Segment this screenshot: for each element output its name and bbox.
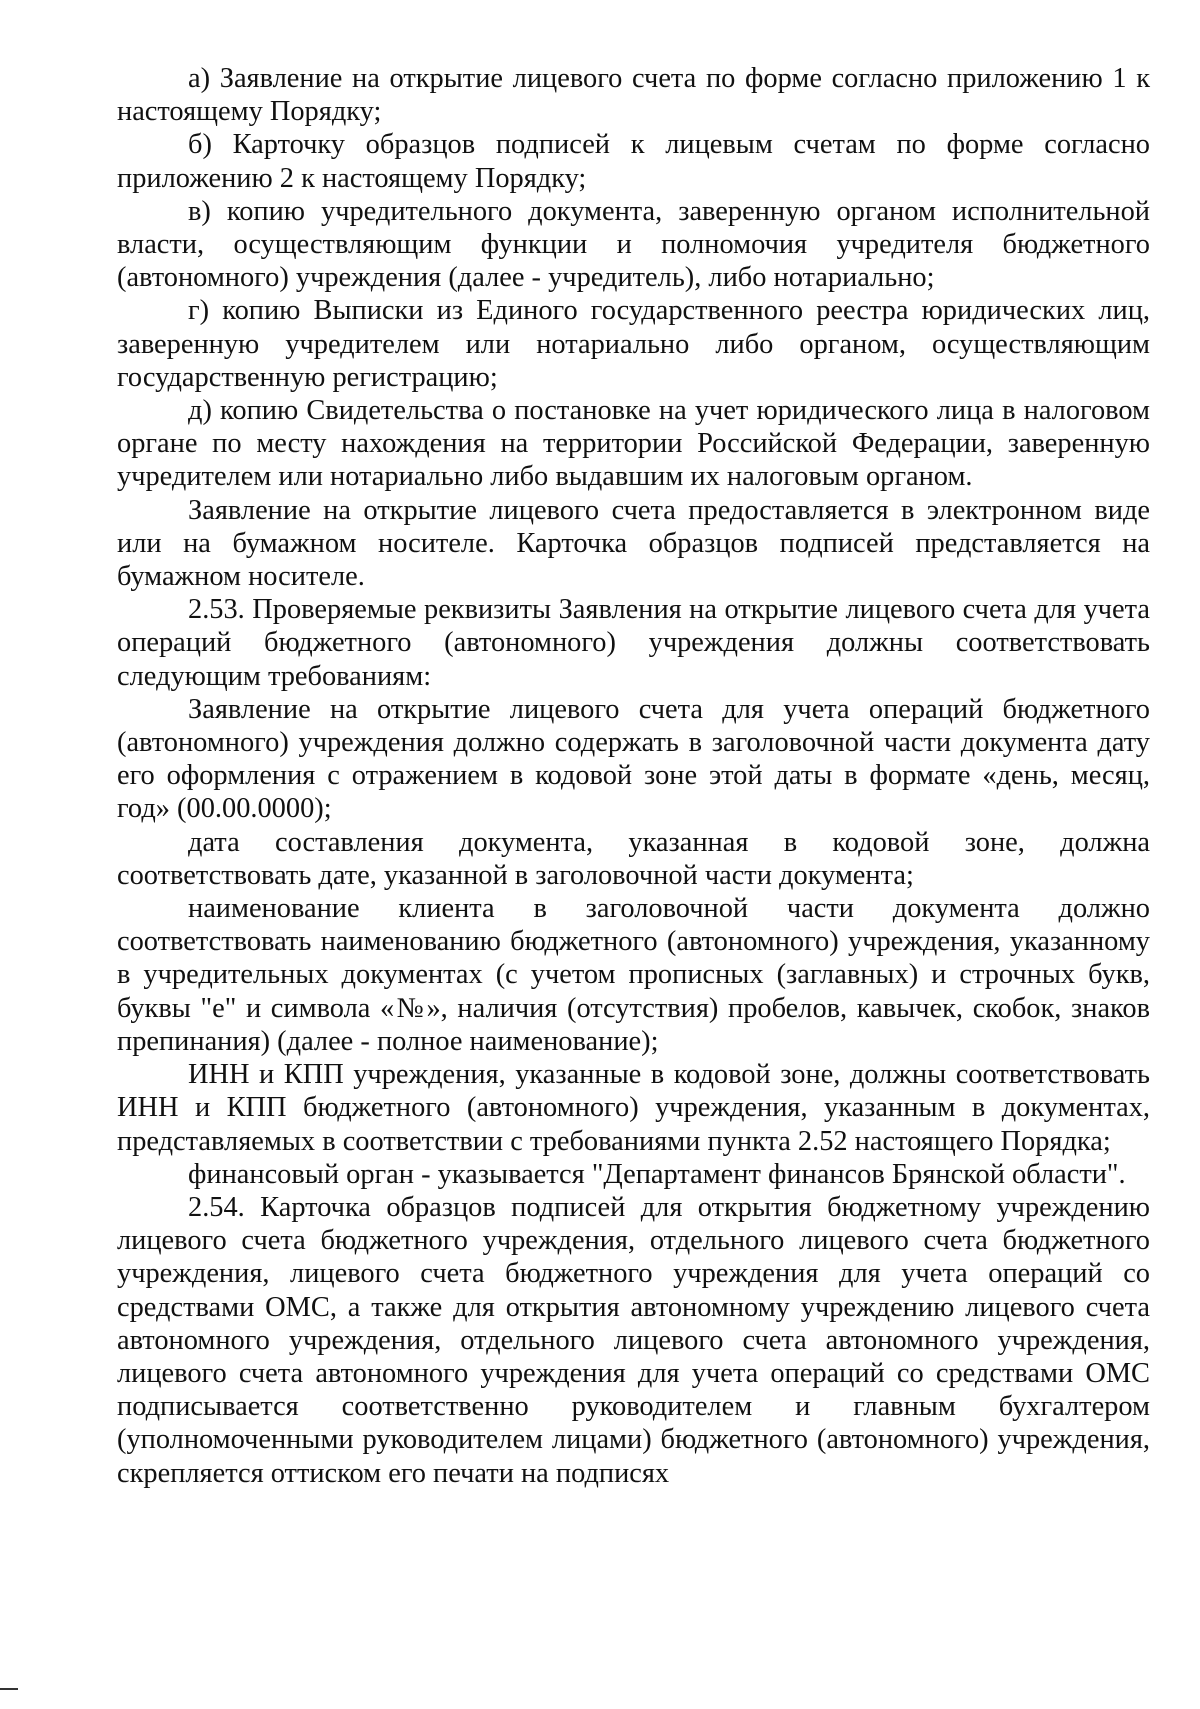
paragraph-inn-kpp: ИНН и КПП учреждения, указанные в кодовой зоне, должны соответствовать ИНН и КПП бюджетного (автономного) учреждения, указанным в документах, представляемых в соответствии с требованиями пункта 2.52 настоящего Порядка; — [117, 1059, 1150, 1157]
paragraph-item-g: г) копию Выписки из Единого государственного реестра юридических лиц, заверенную учредителем или нотариально либо органом, осуществляющим государственную регистрацию; — [117, 295, 1150, 393]
document-page — [117, 62, 1150, 1490]
paragraph-item-a: а) Заявление на открытие лицевого счета по форме согласно приложению 1 к настоящему Порядку; — [117, 63, 1150, 128]
paragraph-item-b: б) Карточку образцов подписей к лицевым счетам по форме согласно приложению 2 к настоящему Порядку; — [117, 129, 1150, 194]
paragraph-2-54: 2.54. Карточка образцов подписей для открытия бюджетному учреждению лицевого счета бюджетного учреждения, отдельного лицевого счета бюджетного учреждения, лицевого счета бюджетного учреждения для учета операций со средствами ОМС, а также для открытия автономному учреждению лицевого счета автономного учреждения, отдельного лицевого счета автономного учреждения, лицевого счета автономного учреждения для учета операций со средствами ОМС подписывается соответственно руководителем и главным бухгалтером (уполномоченными руководителем лицами) бюджетного (автономного) учреждения, скрепляется оттиском его печати на подписях — [117, 1191, 1150, 1489]
paragraph-item-v: в) копию учредительного документа, заверенную органом исполнительной власти, осуществляющим функции и полномочия учредителя бюджетного (автономного) учреждения (далее - учредитель), либо нотариально; — [117, 195, 1150, 294]
paragraph-item-d: д) копию Свидетельства о постановке на учет юридического лица в налоговом органе по месту нахождения на территории Российской Федерации, заверенную учредителем или нотариально либо выдавшим их налоговым органом. — [117, 395, 1150, 493]
paragraph-application-format: Заявление на открытие лицевого счета предоставляется в электронном виде или на бумажном носителе. Карточка образцов подписей представляется на бумажном носителе. — [117, 494, 1150, 593]
paragraph-code-zone-date: дата составления документа, указанная в кодовой зоне, должна соответствовать дате, указанной в заголовочной части документа; — [117, 826, 1150, 891]
paragraph-finance-body: финансовый орган - указывается "Департамент финансов Брянской области". — [188, 1158, 1126, 1190]
paragraph-date-requirement: Заявление на открытие лицевого счета для учета операций бюджетного (автономного) учреждения должно содержать в заголовочной части документа дату его оформления с отражением в кодовой зоне этой даты в формате «день, месяц, год» (00.00.0000); — [117, 693, 1150, 825]
paragraph-2-53: 2.53. Проверяемые реквизиты Заявления на открытие лицевого счета для учета операций бюджетного (автономного) учреждения должны соответствовать следующим требованиям: — [117, 594, 1150, 692]
paragraph-client-name: наименование клиента в заголовочной части документа должно соответствовать наименованию бюджетного (автономного) учреждения, указанному в учредительных документах (с учетом прописных (заглавных) и строчных букв, буквы "е" и символа «№», наличия (отсутствия) пробелов, кавычек, скобок, знаков препинания) (далее - полное наименование); — [117, 893, 1150, 1057]
scan-edge-mark — [0, 1688, 18, 1690]
